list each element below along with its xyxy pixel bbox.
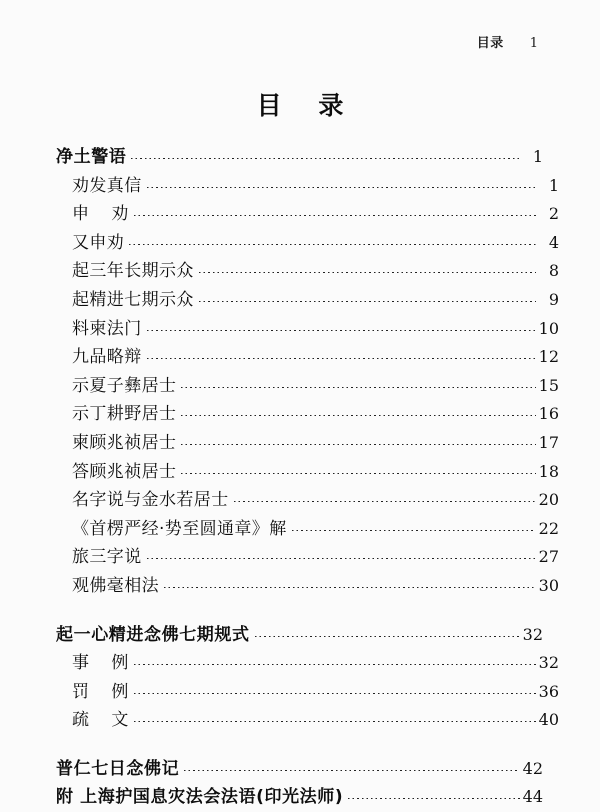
toc-entry-page-number: 32 xyxy=(522,624,543,644)
toc-entry[interactable] xyxy=(56,458,559,487)
toc-entry-page-number: 27 xyxy=(538,547,559,567)
toc-entry-page-number: 36 xyxy=(538,681,559,701)
running-header xyxy=(477,32,538,51)
dot-leader xyxy=(181,444,535,445)
toc-entry[interactable] xyxy=(56,143,543,172)
toc-entry[interactable] xyxy=(56,286,559,315)
toc-entry-label: 申 劝 xyxy=(72,204,129,225)
dot-leader xyxy=(147,558,536,559)
toc-entry-page-number: 20 xyxy=(538,490,559,510)
toc-entry-page-number: 16 xyxy=(538,404,559,424)
toc-entry-page-number: 10 xyxy=(538,318,559,338)
dot-leader xyxy=(129,244,536,245)
toc-entry-page-number: 30 xyxy=(538,575,559,595)
toc-entry-page-number: 9 xyxy=(548,289,559,309)
dot-leader xyxy=(134,693,536,694)
toc-entry-label: 示夏子彝居士 xyxy=(72,375,177,396)
toc-entry[interactable] xyxy=(56,621,543,650)
toc-entry-label: 柬顾兆祯居士 xyxy=(72,432,177,453)
table-of-contents xyxy=(56,143,559,812)
dot-leader xyxy=(199,272,536,273)
dot-leader xyxy=(184,770,519,771)
toc-entry[interactable] xyxy=(56,229,559,258)
toc-entry[interactable] xyxy=(56,257,559,286)
dot-leader xyxy=(348,798,519,799)
dot-leader xyxy=(181,387,535,388)
toc-entry-label: 示丁耕野居士 xyxy=(72,404,177,425)
toc-entry-page-number: 22 xyxy=(538,518,559,538)
toc-entry-page-number: 8 xyxy=(548,261,559,281)
toc-entry-page-number: 40 xyxy=(538,710,559,730)
dot-leader xyxy=(181,473,535,474)
dot-leader xyxy=(131,158,520,159)
dot-leader xyxy=(181,415,535,416)
toc-entry[interactable] xyxy=(56,706,559,735)
toc-entry-page-number: 32 xyxy=(538,653,559,673)
dot-leader xyxy=(134,721,536,722)
toc-entry[interactable] xyxy=(56,315,559,344)
toc-entry[interactable] xyxy=(56,515,559,544)
dot-leader xyxy=(199,301,536,302)
toc-entry-page-number: 1 xyxy=(548,175,559,195)
toc-entry[interactable] xyxy=(56,678,559,707)
toc-entry-label: 《首楞严经·势至圆通章》解 xyxy=(72,518,287,539)
toc-entry-label: 九品略辩 xyxy=(72,347,142,368)
toc-entry-label: 净土警语 xyxy=(56,147,127,167)
toc-entry-label: 事 例 xyxy=(72,653,129,674)
toc-entry[interactable] xyxy=(56,783,543,812)
toc-entry-label: 罚 例 xyxy=(72,681,129,702)
toc-entry[interactable] xyxy=(56,649,559,678)
toc-entry-label: 名字说与金水若居士 xyxy=(72,490,229,511)
toc-entry-page-number: 42 xyxy=(522,758,543,778)
toc-entry[interactable] xyxy=(56,372,559,401)
dot-leader xyxy=(147,358,536,359)
dot-leader xyxy=(134,664,536,665)
toc-entry-label: 又申劝 xyxy=(72,232,125,253)
page-title: 目 录 xyxy=(256,91,358,120)
toc-entry[interactable] xyxy=(56,543,559,572)
toc-entry-label: 观佛毫相法 xyxy=(72,575,159,596)
toc-entry-label: 起精进七期示众 xyxy=(72,289,194,310)
toc-entry-label: 普仁七日念佛记 xyxy=(56,758,180,779)
dot-leader xyxy=(255,636,520,637)
running-header-folio: 1 xyxy=(529,36,538,51)
toc-entry-page-number: 4 xyxy=(548,232,559,252)
toc-entry-page-number: 15 xyxy=(538,375,559,395)
toc-entry[interactable] xyxy=(56,572,559,601)
toc-entry-page-number: 1 xyxy=(532,147,543,166)
dot-leader xyxy=(234,501,536,502)
dot-leader xyxy=(147,330,536,331)
toc-entry-label: 旅三字说 xyxy=(72,547,142,568)
toc-entry-label: 答顾兆祯居士 xyxy=(72,461,177,482)
toc-entry-page-number: 44 xyxy=(522,787,543,807)
toc-entry-page-number: 12 xyxy=(538,347,559,367)
toc-entry[interactable] xyxy=(56,400,559,429)
toc-entry-page-number: 18 xyxy=(538,461,559,481)
toc-entry-page-number: 2 xyxy=(548,204,559,224)
toc-entry-page-number: 17 xyxy=(538,432,559,452)
toc-entry-label: 料柬法门 xyxy=(72,318,142,339)
toc-entry[interactable] xyxy=(56,172,559,201)
toc-entry[interactable] xyxy=(56,755,543,784)
toc-entry[interactable] xyxy=(56,343,559,372)
dot-leader xyxy=(164,587,536,588)
toc-entry[interactable] xyxy=(56,486,559,515)
toc-entry-label: 起三年长期示众 xyxy=(72,261,194,282)
toc-entry-label: 疏 文 xyxy=(72,710,129,731)
dot-leader xyxy=(292,530,536,531)
dot-leader xyxy=(134,215,536,216)
toc-entry-label: 起一心精进念佛七期规式 xyxy=(56,624,250,645)
toc-entry[interactable] xyxy=(56,429,559,458)
toc-entry-label: 劝发真信 xyxy=(72,175,142,196)
dot-leader xyxy=(147,187,536,188)
toc-entry-label: 附 上海护国息灾法会法语(印光法师) xyxy=(56,787,344,808)
running-header-title: 目录 xyxy=(476,36,504,51)
toc-entry[interactable] xyxy=(56,200,559,229)
